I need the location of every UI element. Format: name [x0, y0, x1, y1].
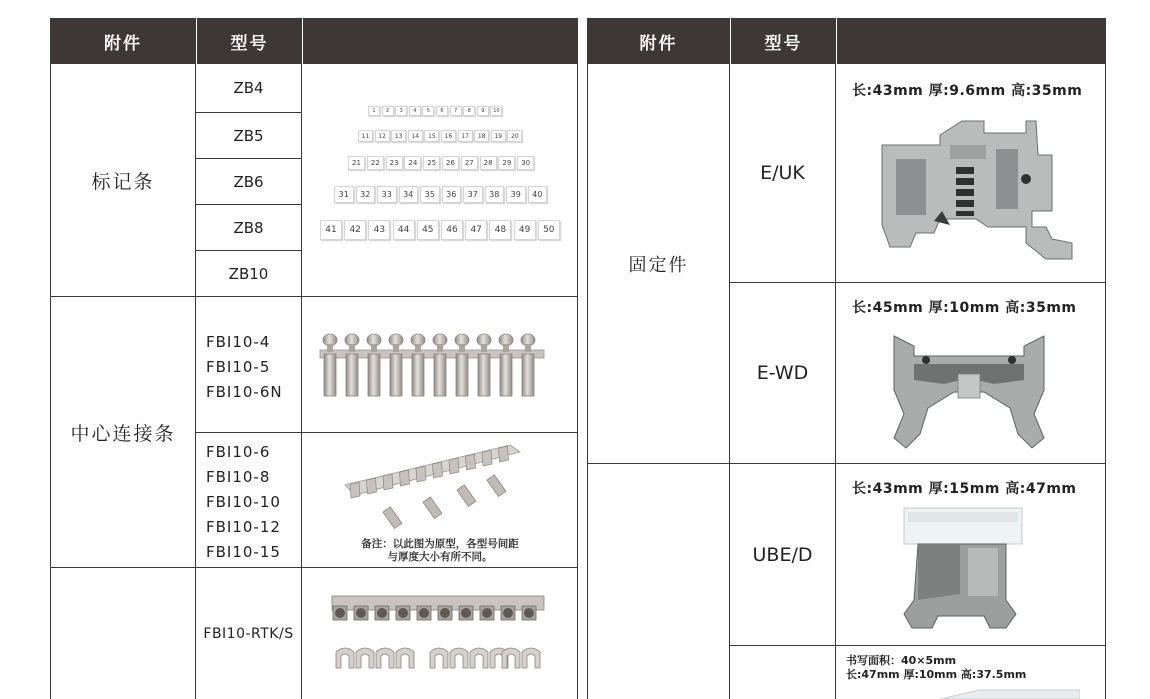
marker-tag: 15: [424, 130, 439, 142]
divider: [50, 567, 578, 568]
marker-tag: 6: [436, 106, 448, 116]
rtk-fork: [450, 648, 468, 668]
bridge-group2-models: [206, 440, 281, 565]
marker-tag: 38: [485, 186, 505, 203]
bridge-comb-screws-image: [340, 440, 530, 535]
rtk-fork: [396, 648, 414, 668]
rtk-screw: [461, 608, 471, 618]
pin-neck: [327, 344, 333, 352]
marker-tag: 24: [404, 156, 421, 170]
category-fixing: 固定件: [628, 254, 689, 276]
pin: [346, 354, 358, 396]
left-header-image: [302, 18, 578, 64]
marker-tag: 33: [377, 186, 397, 203]
marker-tag: 10: [490, 106, 502, 116]
rtk-screw: [356, 608, 366, 618]
marker-tag: 34: [399, 186, 419, 203]
comb-tooth: [499, 446, 509, 462]
marker-tag: 26: [442, 156, 459, 170]
model-ube-d: UBE/D: [752, 543, 813, 566]
model-e-uk: E/UK: [760, 162, 805, 184]
last-item-image: [940, 688, 1080, 699]
marker-tag: 20: [507, 130, 522, 142]
right-header-model: 型号: [730, 18, 836, 64]
marker-tag: 25: [423, 156, 440, 170]
rtk-fork: [336, 648, 354, 668]
marker-tag: 13: [391, 130, 406, 142]
marker-tag: 8: [463, 106, 475, 116]
comb-tooth: [433, 462, 443, 478]
pin-neck: [415, 344, 421, 352]
marker-tag: 45: [417, 220, 439, 240]
divider: [835, 64, 836, 699]
marker-tag: 28: [480, 156, 497, 170]
model-zb4: ZB4: [233, 79, 264, 97]
rtk-screw: [440, 608, 450, 618]
pin: [500, 354, 512, 396]
marker-tag: 22: [367, 156, 384, 170]
model-zb10: ZB10: [228, 264, 269, 283]
marker-tag: 50: [538, 220, 560, 240]
marker-tag: 49: [514, 220, 536, 240]
marker-tag: 19: [491, 130, 506, 142]
model-e-wd: E-WD: [756, 362, 809, 384]
marker-tag: 7: [450, 106, 462, 116]
rtk-screw: [398, 608, 408, 618]
marker-tag: 46: [441, 220, 463, 240]
marker-tag: 29: [498, 156, 515, 170]
marker-tag: 37: [463, 186, 483, 203]
pin: [522, 354, 534, 396]
marker-tag: 36: [442, 186, 462, 203]
bridge-note: [320, 538, 560, 564]
rtk-fork: [376, 648, 394, 668]
marker-tag: 17: [458, 130, 473, 142]
marker-tag: 3: [395, 106, 407, 116]
bridge-note-line1: 备注：以此图为原型，各型号间距: [361, 538, 519, 550]
marker-tag: 48: [489, 220, 511, 240]
model-fbi10-rtk-s: FBI10-RTK/S: [203, 625, 294, 642]
marker-tag: 9: [477, 106, 489, 116]
pin-neck: [437, 344, 443, 352]
marker-tag: 41: [320, 220, 342, 240]
dims-e-uk: 长:43mm 厚:9.6mm 高:35mm: [852, 83, 1083, 99]
model-fbi10-4: FBI10-4: [206, 333, 271, 351]
pin-neck: [481, 344, 487, 352]
rtk-fork: [356, 648, 374, 668]
comb-tooth: [416, 466, 426, 482]
marker-tag: 30: [517, 156, 534, 170]
dims-ube-d: 长:43mm 厚:15mm 高:47mm: [852, 481, 1077, 497]
rtk-screw: [419, 608, 429, 618]
rtk-screw: [524, 608, 534, 618]
model-zb8: ZB8: [233, 218, 264, 237]
pin-neck: [525, 344, 531, 352]
marker-tag: 14: [408, 130, 423, 142]
model-fbi10-10: FBI10-10: [206, 493, 281, 511]
model-fbi10-6n: FBI10-6N: [206, 383, 283, 401]
comb-tooth: [466, 454, 476, 470]
marker-tag: 40: [528, 186, 548, 203]
pin: [456, 354, 468, 396]
pin: [434, 354, 446, 396]
marker-tag: 2: [382, 106, 394, 116]
category-marker-strip: 标记条: [91, 170, 155, 193]
left-header-accessory: 附件: [50, 18, 196, 64]
marker-tag: 11: [358, 130, 373, 142]
pin: [368, 354, 380, 396]
end-bracket-e-wd-image: [884, 330, 1054, 452]
bridge-note-line2: 与厚度大小有所不同。: [387, 551, 493, 563]
divider: [730, 645, 1106, 646]
model-fbi10-5: FBI10-5: [206, 358, 271, 376]
rtk-screw: [503, 608, 513, 618]
rtk-screw: [482, 608, 492, 618]
pin-neck: [371, 344, 377, 352]
rtk-fork: [522, 648, 540, 668]
marker-tag: 5: [422, 106, 434, 116]
marker-tag: 16: [441, 130, 456, 142]
marker-tag: 44: [393, 220, 415, 240]
end-bracket-ube-d-image: [898, 504, 1028, 632]
comb-tooth: [367, 478, 377, 494]
dims-e-wd: 长:45mm 厚:10mm 高:35mm: [852, 300, 1077, 316]
marker-tag: 1: [368, 106, 380, 116]
rtk-screw: [377, 608, 387, 618]
marker-tag: 47: [465, 220, 487, 240]
rtk-fork: [502, 648, 520, 668]
pin-neck: [393, 344, 399, 352]
last-item-area: 书写面积：40×5mm: [846, 654, 957, 667]
model-fbi10-8: FBI10-8: [206, 468, 271, 486]
comb-tooth: [350, 482, 360, 498]
marker-strips-image: [302, 64, 578, 296]
marker-tag: 21: [348, 156, 365, 170]
divider: [587, 463, 1106, 464]
last-item-text: [846, 654, 1026, 682]
comb-tooth: [400, 470, 410, 486]
pin: [478, 354, 490, 396]
bridge-rtk-image: [330, 590, 550, 675]
category-center-bridge: 中心连接条: [70, 422, 176, 445]
left-header-model: 型号: [196, 18, 302, 64]
marker-tag: 18: [474, 130, 489, 142]
marker-tag: 43: [368, 220, 390, 240]
marker-tag: 32: [356, 186, 376, 203]
right-header-accessory: 附件: [587, 18, 730, 64]
end-clamp-e-uk-image: [876, 115, 1076, 265]
model-zb6: ZB6: [233, 172, 264, 191]
divider: [196, 432, 578, 433]
marker-tag: 12: [375, 130, 390, 142]
last-item-dims: 长:47mm 厚:10mm 高:37.5mm: [846, 668, 1027, 681]
marker-tag: 35: [420, 186, 440, 203]
marker-tag: 31: [334, 186, 354, 203]
marker-tag: 27: [461, 156, 478, 170]
marker-tag: 39: [506, 186, 526, 203]
pin: [390, 354, 402, 396]
pin-neck: [503, 344, 509, 352]
rtk-screw: [335, 608, 345, 618]
pin-neck: [349, 344, 355, 352]
pin-neck: [459, 344, 465, 352]
marker-tag: 42: [344, 220, 366, 240]
rtk-fork: [430, 648, 448, 668]
right-header-image: [836, 18, 1106, 64]
model-zb5: ZB5: [233, 126, 264, 145]
model-fbi10-12: FBI10-12: [206, 518, 281, 536]
pin: [412, 354, 424, 396]
pin: [324, 354, 336, 396]
bridge-pins-image: [318, 330, 548, 402]
comb-tooth: [449, 458, 459, 474]
marker-tag: 23: [386, 156, 403, 170]
comb-tooth: [482, 450, 492, 466]
bridge-group1-models: [206, 330, 283, 405]
marker-tag: 4: [409, 106, 421, 116]
model-fbi10-6: FBI10-6: [206, 443, 271, 461]
comb-tooth: [383, 474, 393, 490]
model-fbi10-15: FBI10-15: [206, 543, 281, 561]
rtk-fork: [470, 648, 488, 668]
